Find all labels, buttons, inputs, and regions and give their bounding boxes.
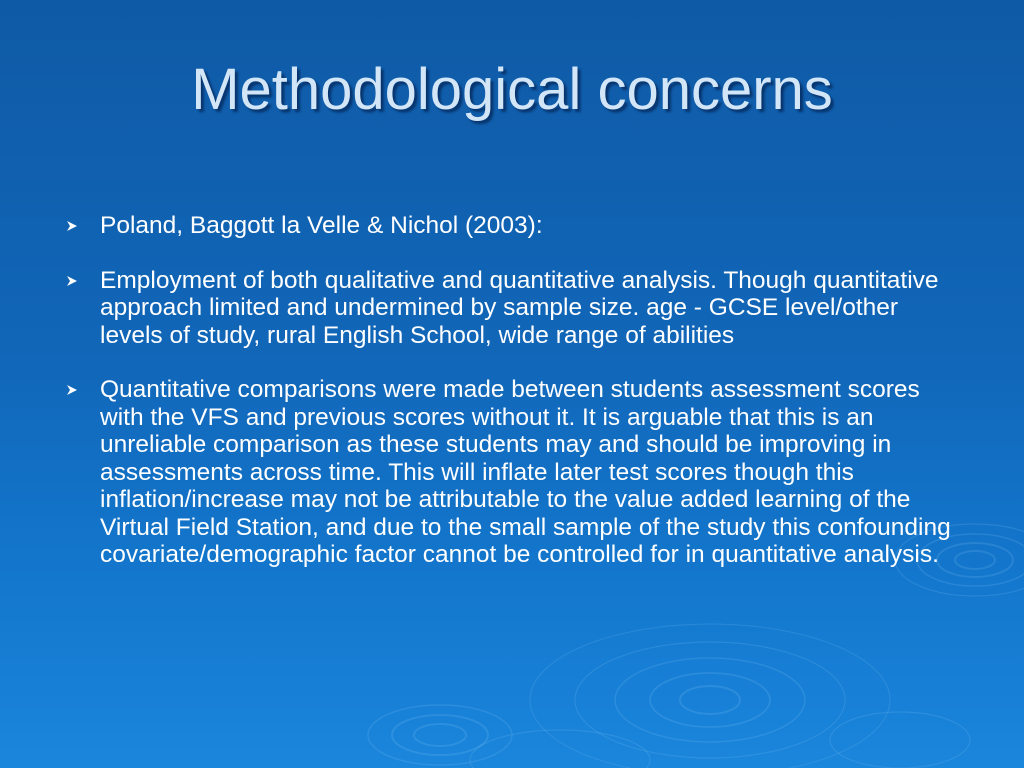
arrowhead-bullet-icon: [66, 220, 78, 232]
slide-title: Methodological concerns: [191, 57, 833, 122]
bullet-item-comparisons: [62, 376, 967, 569]
arrowhead-bullet-icon: [66, 275, 78, 287]
arrowhead-bullet-icon: [66, 384, 78, 396]
bullet-text: Employment of both qualitative and quantitative analysis. Though quantitative approach limited and undermined by sample size. age - GCSE level/other levels of study, rural English School, wide range of abilities: [100, 266, 939, 349]
bullet-list: [62, 212, 967, 596]
bullet-item-methods: [62, 267, 967, 350]
bullet-item-citation: [62, 212, 967, 240]
bullet-text: Quantitative comparisons were made between students assessment scores with the VFS and previous scores without it. It is arguable that this is an unreliable comparison as these students may and should be improving in assessments across time. This will inflate later test scores though this inflation/increase may not be attributable to the value added learning of the Virtual Field Station, and due to the small sample of the study this confounding covariate/demographic factor cannot be controlled for in quantitative analysis.: [100, 376, 951, 568]
bullet-text: Poland, Baggott la Velle & Nichol (2003):: [100, 212, 543, 239]
